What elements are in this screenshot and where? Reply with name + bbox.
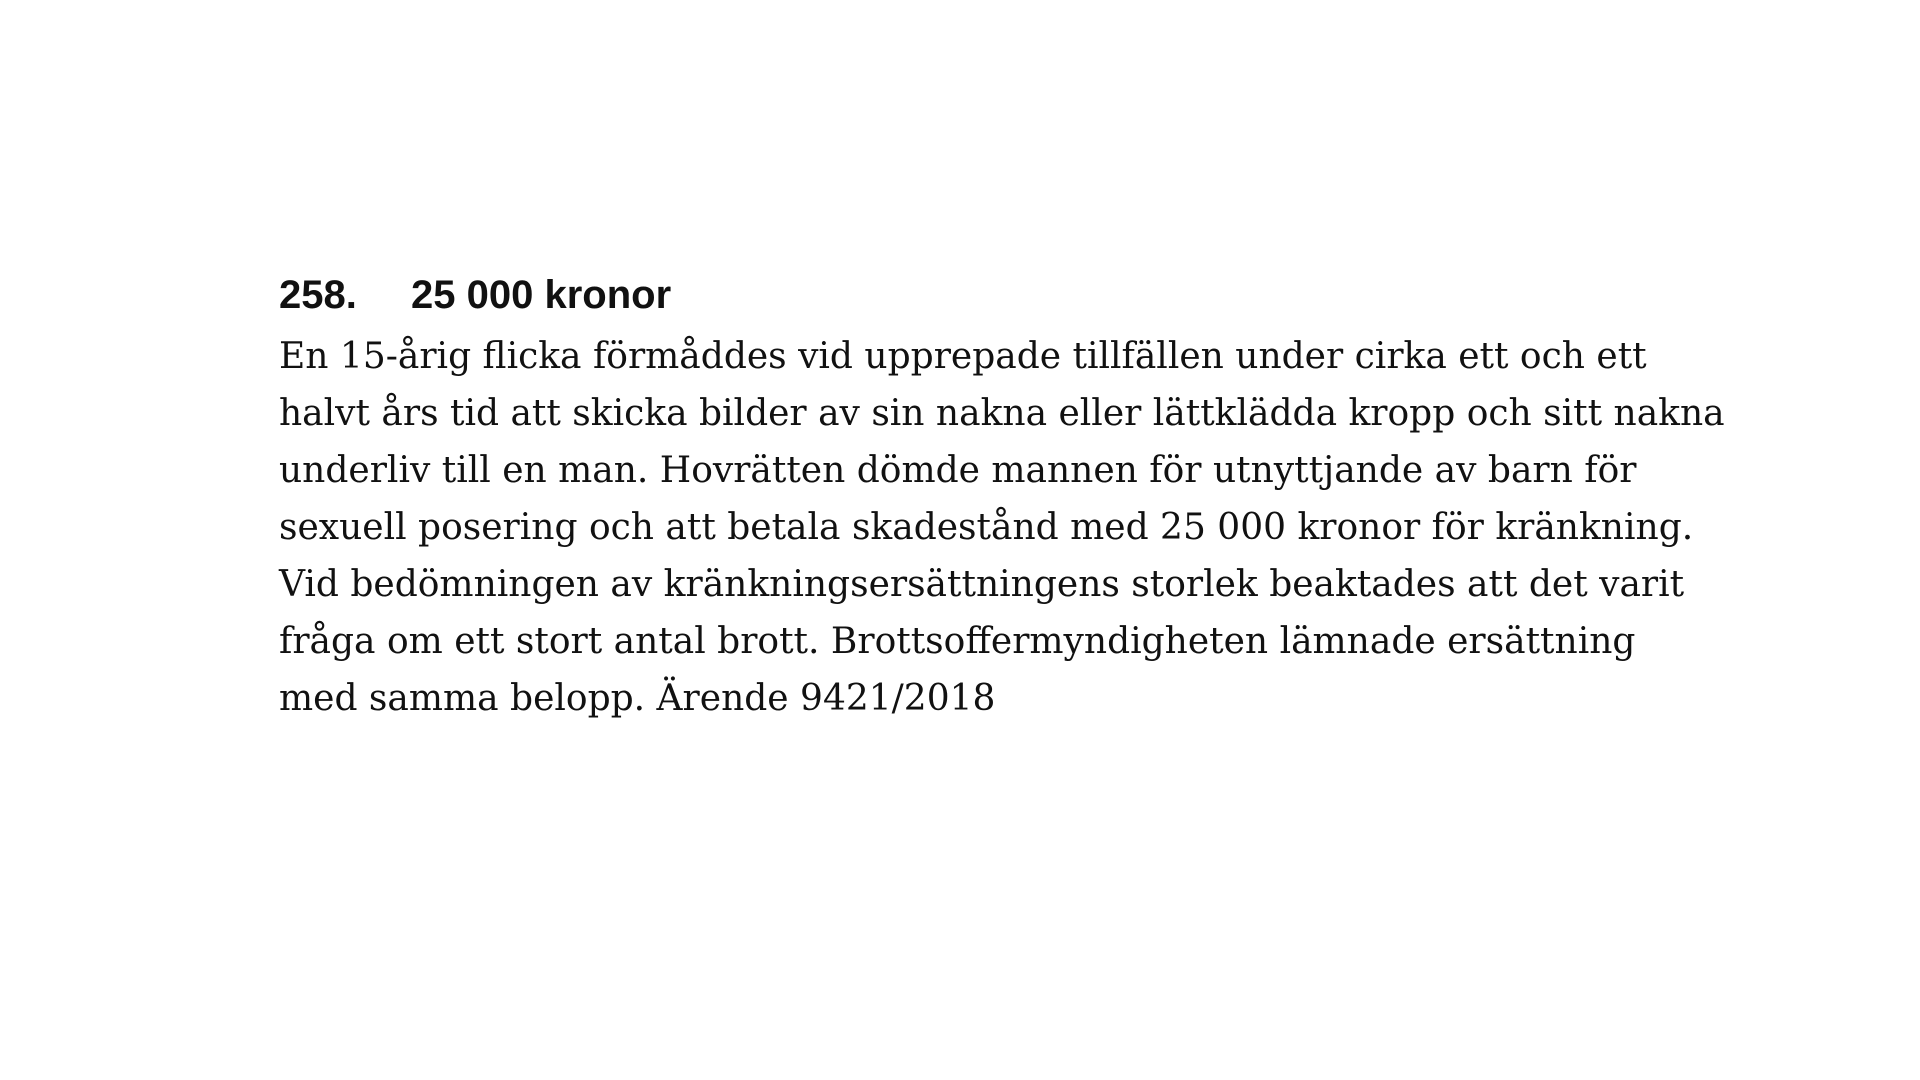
description-line-5: Vid bedömningen av kränkningsersättningens storlek beaktades att det varit	[279, 564, 1685, 605]
case-amount-title: 25 000 kronor	[411, 273, 672, 317]
case-description	[279, 328, 1725, 727]
case-entry	[279, 268, 1725, 727]
description-line-7: med samma belopp. Ärende 9421/2018	[279, 678, 996, 719]
case-number: 258.	[279, 273, 357, 317]
case-heading	[279, 268, 1699, 322]
description-line-2: halvt års tid att skicka bilder av sin nakna eller lättklädda kropp och sitt nakna	[279, 393, 1725, 434]
description-line-3: underliv till en man. Hovrätten dömde mannen för utnyttjande av barn för	[279, 450, 1637, 491]
description-line-4: sexuell posering och att betala skadestånd med 25 000 kronor för kränkning.	[279, 507, 1694, 548]
description-line-6: fråga om ett stort antal brott. Brottsoffermyndigheten lämnade ersättning	[279, 621, 1636, 662]
description-line-1: En 15-årig flicka förmåddes vid upprepade tillfällen under cirka ett och ett	[279, 336, 1647, 377]
